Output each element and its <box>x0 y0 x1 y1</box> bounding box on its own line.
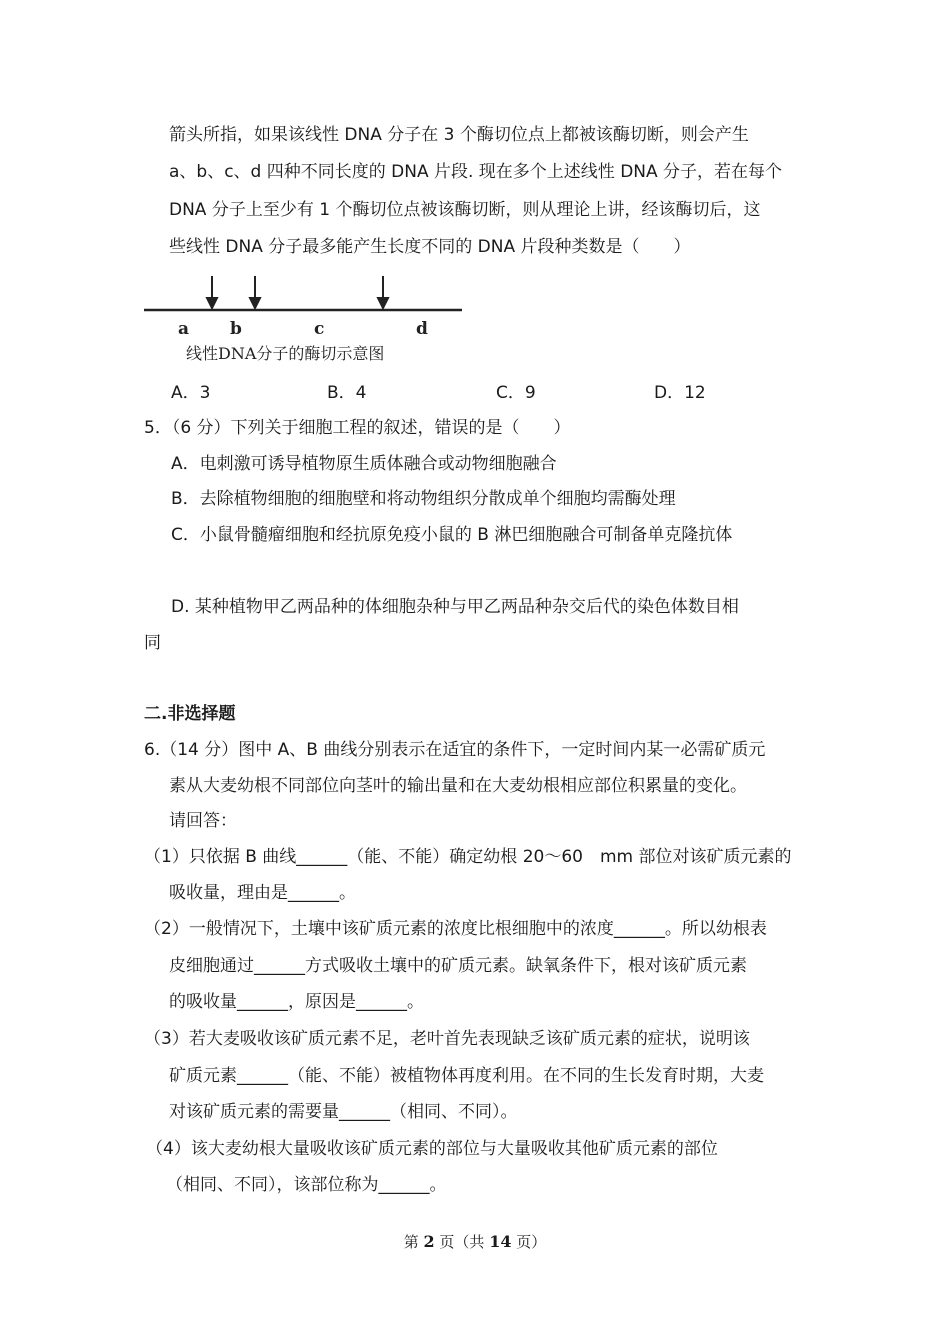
section-heading: 二.非选择题 <box>144 704 236 724</box>
q5-stem: 5．（6 分）下列关于细胞工程的叙述，错误的是（ ） <box>144 418 571 438</box>
q4-line-1: 箭头所指，如果该线性 DNA 分子在 3 个酶切位点上都被该酶切断，则会产生 <box>169 125 749 145</box>
q4-option-c: C．9 <box>496 383 536 403</box>
q4-line-3: DNA 分子上至少有 1 个酶切位点被该酶切断，则从理论上讲，经该酶切后，这 <box>169 200 761 220</box>
diagram-caption: 线性DNA分子的酶切示意图 <box>186 344 385 363</box>
q6-part4-line-2: （相同、不同），该部位称为______。 <box>166 1175 447 1195</box>
q6-line-1: 6.（14 分）图中 A、B 曲线分别表示在适宜的条件下，一定时间内某一必需矿质元 <box>144 740 766 760</box>
q5-option-d-cont: 同 <box>144 633 161 653</box>
page-footer <box>0 1231 950 1252</box>
q6-part3-line-3: 对该矿质元素的需要量______（相同、不同）。 <box>169 1102 518 1122</box>
page-number: 2 <box>423 1232 435 1251</box>
segment-label-a: a <box>178 319 190 339</box>
q6-part1-line-2: 吸收量，理由是______。 <box>169 883 356 903</box>
q6-line-3: 请回答： <box>169 811 237 831</box>
segment-label-d: d <box>416 319 428 339</box>
q6-part2-line-2: 皮细胞通过______方式吸收土壤中的矿质元素。缺氧条件下，根对该矿质元素 <box>169 956 747 976</box>
q6-part4-line-1: （4）该大麦幼根大量吸收该矿质元素的部位与大量吸收其他矿质元素的部位 <box>146 1139 718 1159</box>
footer-suffix: 页） <box>511 1233 547 1251</box>
q5-option-a: A．电刺激可诱导植物原生质体融合或动物细胞融合 <box>171 454 557 474</box>
q6-part1-line-1: （1）只依据 B 曲线______（能、不能）确定幼根 20～60 mm 部位对该矿质元素的 <box>144 847 792 867</box>
cut-arrow <box>207 276 217 308</box>
page-total: 14 <box>489 1232 512 1251</box>
q4-line-4: 些线性 DNA 分子最多能产生长度不同的 DNA 片段种类数是（ ） <box>169 237 691 257</box>
segment-label-c: c <box>314 319 325 339</box>
cut-arrow <box>378 276 388 308</box>
q4-line-2: a、b、c、d 四种不同长度的 DNA 片段. 现在多个上述线性 DNA 分子，若在每个 <box>169 162 783 182</box>
q6-part2-line-1: （2）一般情况下，土壤中该矿质元素的浓度比根细胞中的浓度______。所以幼根表 <box>144 919 767 939</box>
q4-option-d: D．12 <box>654 383 706 403</box>
q5-option-b: B．去除植物细胞的细胞壁和将动物组织分散成单个细胞均需酶处理 <box>171 489 676 509</box>
q6-part3-line-2: 矿质元素______（能、不能）被植物体再度利用。在不同的生长发育时期，大麦 <box>169 1066 764 1086</box>
q5-option-d: D. 某种植物甲乙两品种的体细胞杂种与甲乙两品种杂交后代的染色体数目相 <box>171 597 739 617</box>
q6-line-2: 素从大麦幼根不同部位向茎叶的输出量和在大麦幼根相应部位积累量的变化。 <box>169 776 747 796</box>
q4-option-a: A．3 <box>171 383 211 403</box>
footer-prefix: 第 <box>403 1233 424 1251</box>
cut-arrow <box>250 276 260 308</box>
q6-part2-line-3: 的吸收量______，原因是______。 <box>169 992 424 1012</box>
dna-cut-diagram <box>144 272 464 367</box>
footer-middle: 页（共 <box>434 1233 490 1251</box>
segment-label-b: b <box>230 319 242 339</box>
q6-part3-line-1: （3）若大麦吸收该矿质元素不足，老叶首先表现缺乏该矿质元素的症状，说明该 <box>144 1029 750 1049</box>
q5-option-c: C．小鼠骨髓瘤细胞和经抗原免疫小鼠的 B 淋巴细胞融合可制备单克隆抗体 <box>171 525 733 545</box>
q4-option-b: B．4 <box>327 383 367 403</box>
